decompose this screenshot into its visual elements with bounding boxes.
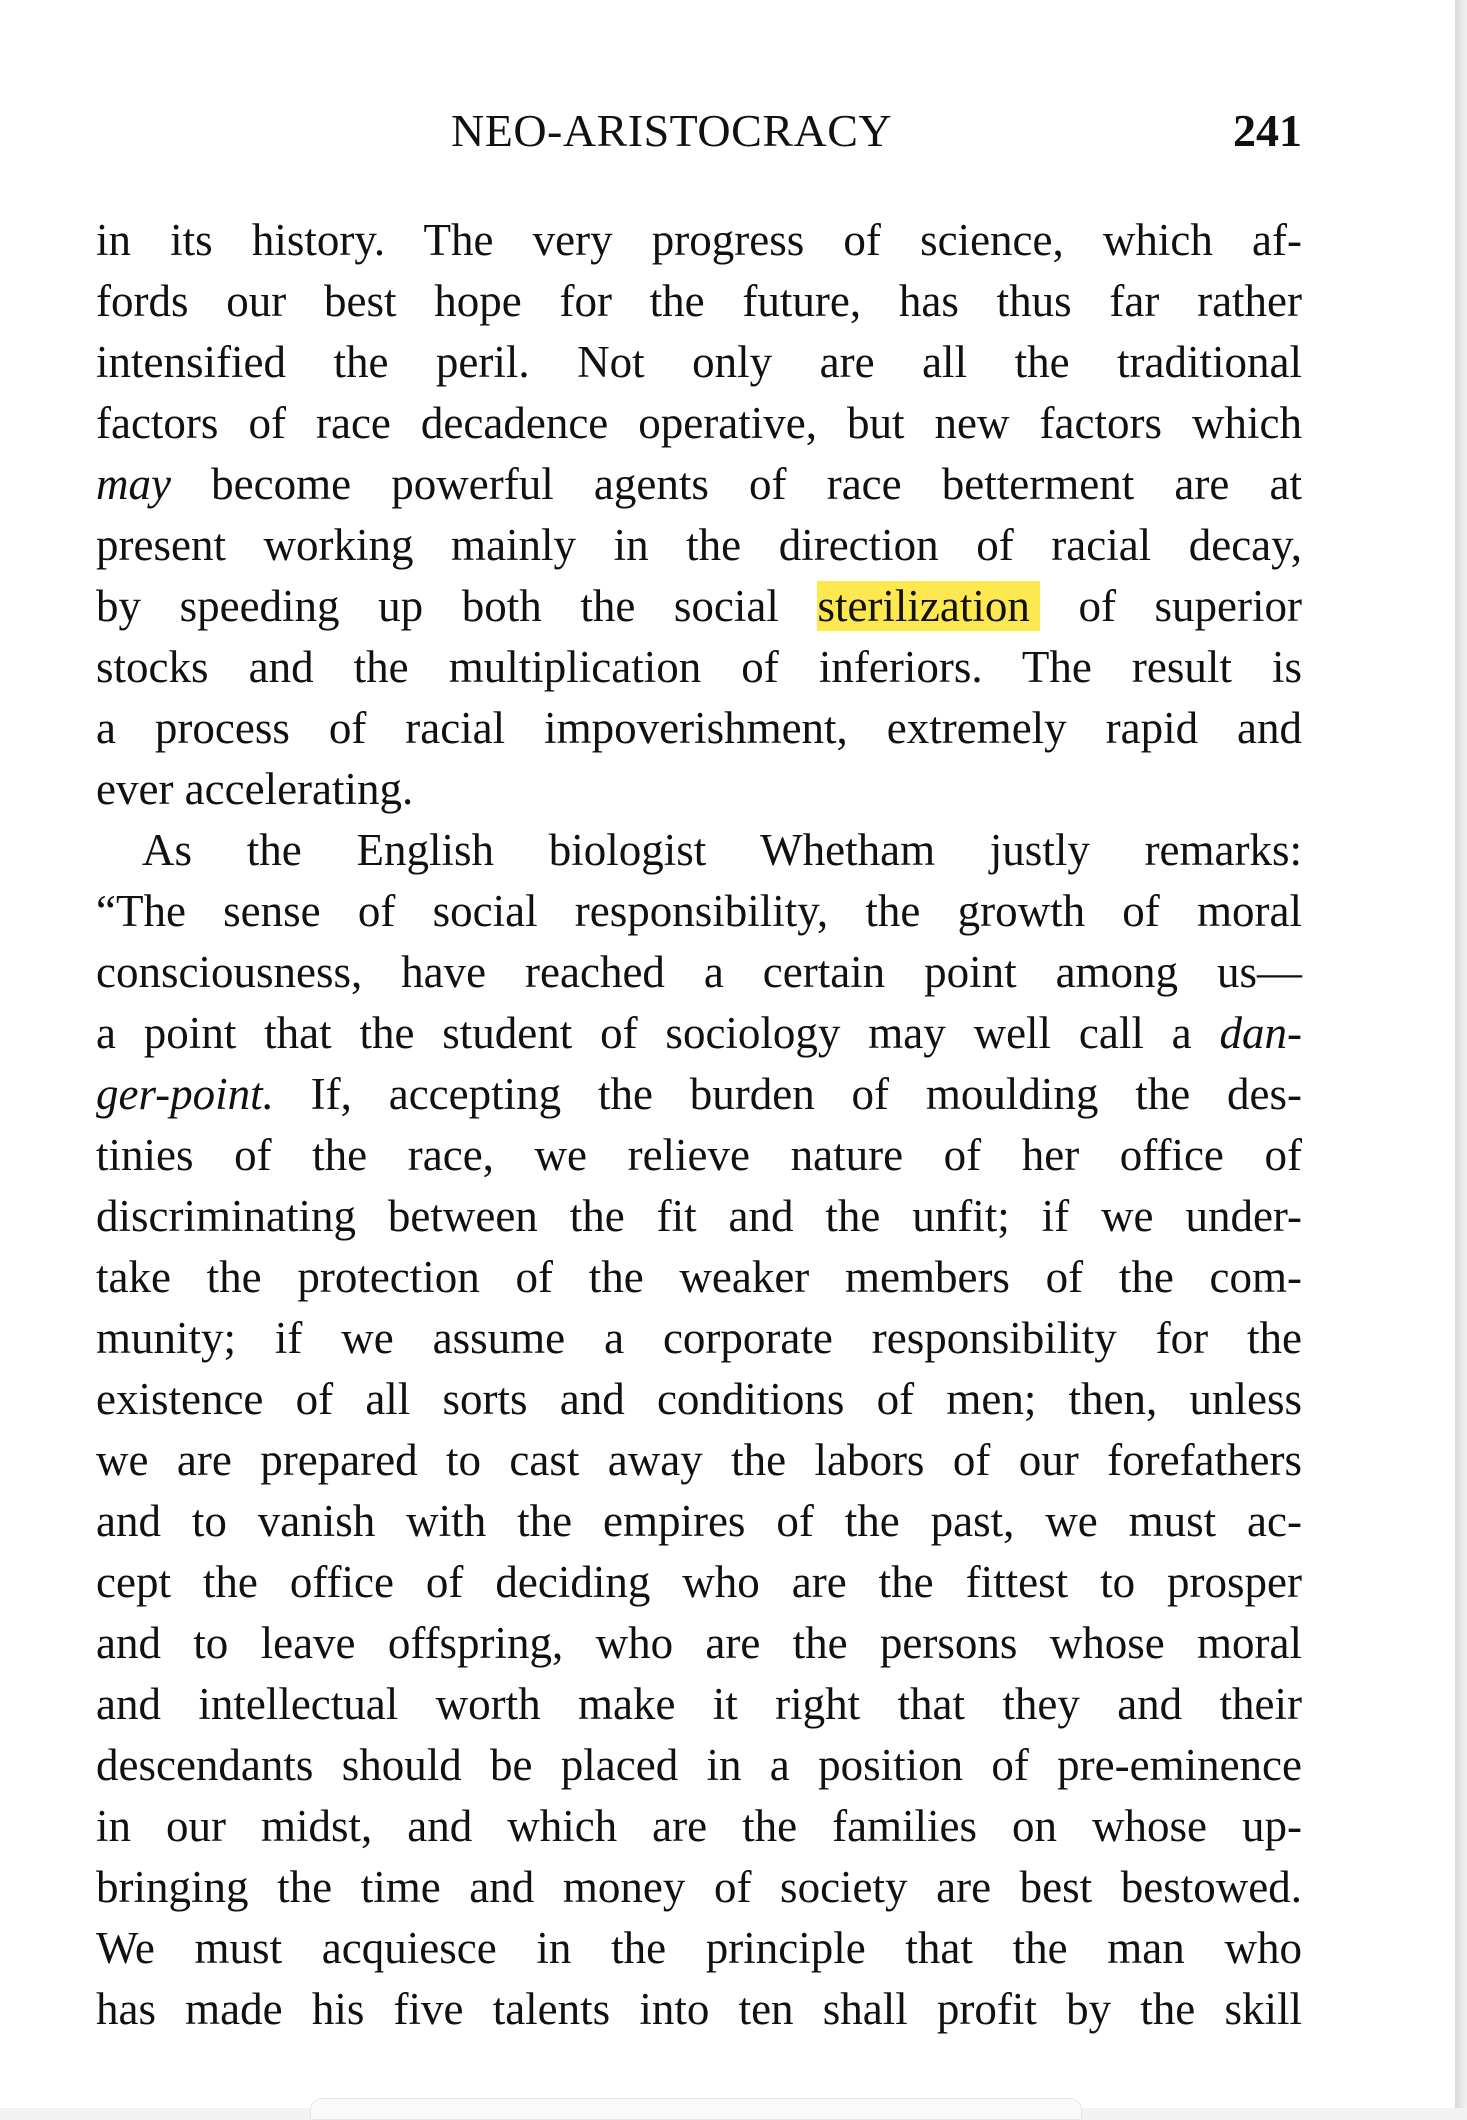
- text-line: and intellectual worth make it right that they and their: [96, 1679, 1302, 1729]
- text-line: has made his five talents into ten shall profit by the skill: [96, 1984, 1302, 2034]
- page-number: 241: [1233, 105, 1302, 156]
- text-line: take the protection of the weaker members of the com-: [96, 1252, 1302, 1302]
- bottom-toolbar-edge: [310, 2098, 1082, 2120]
- text-line: [96, 1003, 1302, 1064]
- text-line: in its history. The very progress of science, which af-: [96, 215, 1302, 265]
- text-line: tinies of the race, we relieve nature of her office of: [96, 1130, 1302, 1180]
- text-line: fords our best hope for the future, has thus far rather: [96, 276, 1302, 326]
- text-line-rest: If, accepting the burden of moulding the des-: [273, 1069, 1302, 1119]
- text-line: [96, 454, 1302, 515]
- text-line: and to vanish with the empires of the past, we must ac-: [96, 1496, 1302, 1546]
- italic-word: ger-point.: [96, 1069, 274, 1119]
- text-line: munity; if we assume a corporate responsibility for the: [96, 1313, 1302, 1363]
- italic-word: may: [96, 459, 171, 509]
- running-head: [96, 104, 1302, 174]
- text-segment: of superior: [1039, 581, 1302, 631]
- text-line-start: a point that the student of sociology may well call a: [96, 1008, 1220, 1058]
- text-line: factors of race decadence operative, but new factors which: [96, 398, 1302, 448]
- text-line: [96, 1064, 1302, 1125]
- text-line: descendants should be placed in a position of pre-eminence: [96, 1740, 1302, 1790]
- text-line: we are prepared to cast away the labors of our forefathers: [96, 1435, 1302, 1485]
- text-line-rest: become powerful agents of race betterment are at: [170, 459, 1302, 509]
- text-line: intensified the peril. Not only are all the traditional: [96, 337, 1302, 387]
- italic-word: dan-: [1219, 1008, 1302, 1058]
- text-segment: by speeding up both the social: [96, 581, 818, 631]
- text-line-with-highlight: [96, 576, 1302, 637]
- text-line: discriminating between the fit and the unfit; if we under-: [96, 1191, 1302, 1241]
- text-line: cept the office of deciding who are the fittest to prosper: [96, 1557, 1302, 1607]
- text-line: consciousness, have reached a certain point among us—: [96, 947, 1302, 997]
- text-line: in our midst, and which are the families on whose up-: [96, 1801, 1302, 1851]
- text-line: “The sense of social responsibility, the growth of moral: [96, 886, 1302, 936]
- text-line: stocks and the multiplication of inferiors. The result is: [96, 642, 1302, 692]
- text-line: a process of racial impoverishment, extremely rapid and: [96, 703, 1302, 753]
- text-line: existence of all sorts and conditions of men; then, unless: [96, 1374, 1302, 1424]
- page-edge-shadow: [1455, 0, 1467, 2108]
- text-line: and to leave offspring, who are the persons whose moral: [96, 1618, 1302, 1668]
- text-line: We must acquiesce in the principle that the man who: [96, 1923, 1302, 1973]
- highlighted-word[interactable]: sterilization: [817, 581, 1039, 631]
- paragraph-start-line: As the English biologist Whetham justly remarks:: [142, 825, 1302, 875]
- running-title: NEO-ARISTOCRACY: [451, 105, 893, 156]
- text-line: present working mainly in the direction of racial decay,: [96, 520, 1302, 570]
- text-line: ever accelerating.: [96, 764, 414, 814]
- text-line: bringing the time and money of society are best bestowed.: [96, 1862, 1302, 1912]
- page-body: [96, 210, 1302, 2040]
